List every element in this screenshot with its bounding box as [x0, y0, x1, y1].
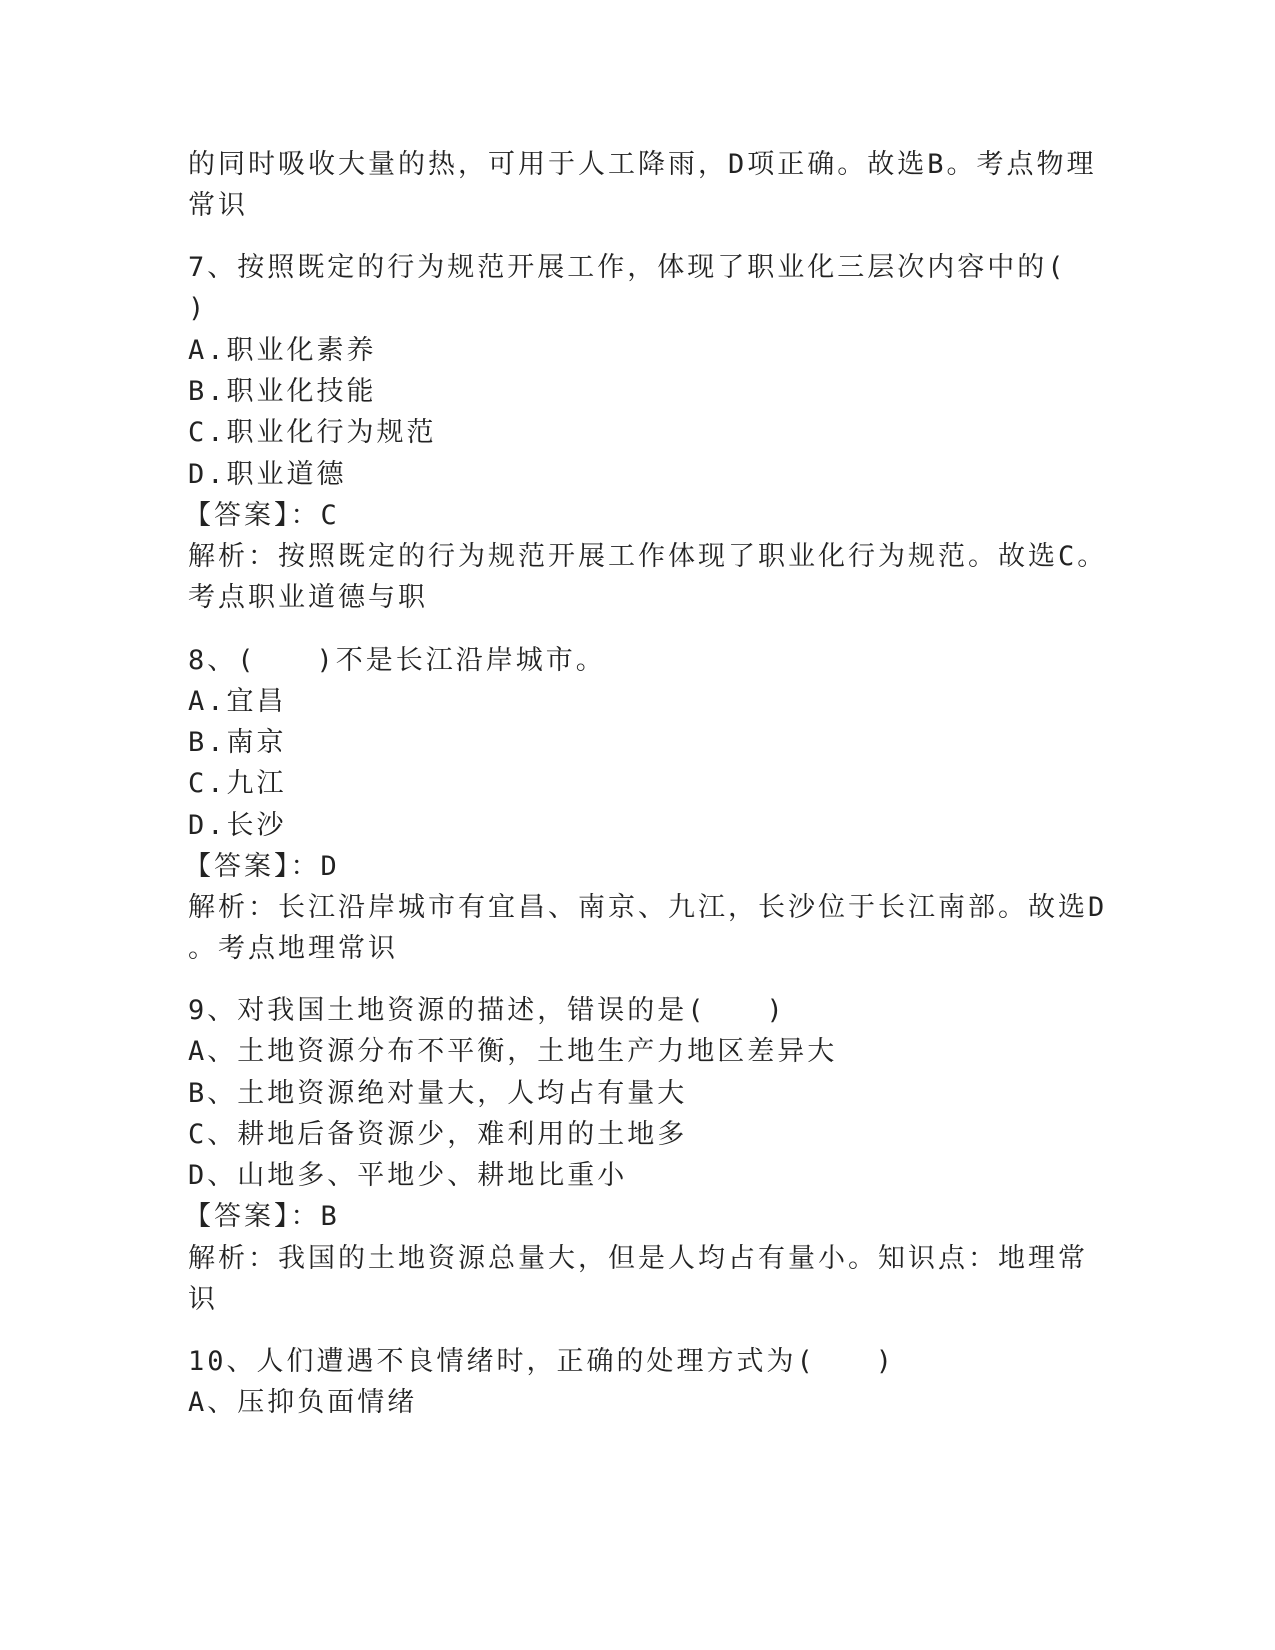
- q9-option-c: C、耕地后备资源少，难利用的土地多: [188, 1119, 688, 1150]
- q7-answer: 【答案】：C: [184, 500, 340, 531]
- q9-explanation-line-1: 解析：我国的土地资源总量大，但是人均占有量小。知识点：地理常: [188, 1243, 1088, 1274]
- q7-question-line-2: ): [188, 293, 208, 324]
- q8-option-c: C.九江: [188, 768, 287, 799]
- q9-option-d: D、山地多、平地少、耕地比重小: [188, 1160, 628, 1191]
- q9-question: 9、对我国土地资源的描述，错误的是( ): [188, 995, 786, 1026]
- q8-option-b: B.南京: [188, 727, 287, 758]
- q8-question: 8、( )不是长江沿岸城市。: [188, 645, 606, 676]
- q9-option-a: A、土地资源分布不平衡，土地生产力地区差异大: [188, 1036, 838, 1067]
- q7-explanation-line-1: 解析：按照既定的行为规范开展工作体现了职业化行为规范。故选C。: [188, 541, 1108, 572]
- q7-question-line-1: 7、按照既定的行为规范开展工作，体现了职业化三层次内容中的(: [188, 252, 1067, 283]
- q9-option-b: B、土地资源绝对量大，人均占有量大: [188, 1078, 688, 1109]
- q8-explanation-line-1: 解析：长江沿岸城市有宜昌、南京、九江，长沙位于长江南部。故选D: [188, 892, 1108, 923]
- q6-explanation-line-1: 的同时吸收大量的热，可用于人工降雨，D项正确。故选B。考点物理: [188, 149, 1097, 180]
- q10-option-a: A、压抑负面情绪: [188, 1387, 418, 1418]
- q8-explanation-line-2: 。考点地理常识: [188, 933, 398, 964]
- q8-option-a: A.宜昌: [188, 686, 287, 717]
- q8-option-d: D.长沙: [188, 810, 287, 841]
- q10-question: 10、人们遭遇不良情绪时，正确的处理方式为( ): [188, 1346, 896, 1377]
- q7-explanation-line-2: 考点职业道德与职: [188, 582, 428, 613]
- q7-option-d: D.职业道德: [188, 459, 347, 490]
- q9-answer: 【答案】：B: [184, 1201, 340, 1232]
- q6-explanation-line-2: 常识: [188, 190, 248, 221]
- q7-option-a: A.职业化素养: [188, 335, 377, 366]
- q7-option-c: C.职业化行为规范: [188, 417, 437, 448]
- q8-answer: 【答案】：D: [184, 851, 340, 882]
- q7-option-b: B.职业化技能: [188, 376, 377, 407]
- q9-explanation-line-2: 识: [188, 1284, 218, 1315]
